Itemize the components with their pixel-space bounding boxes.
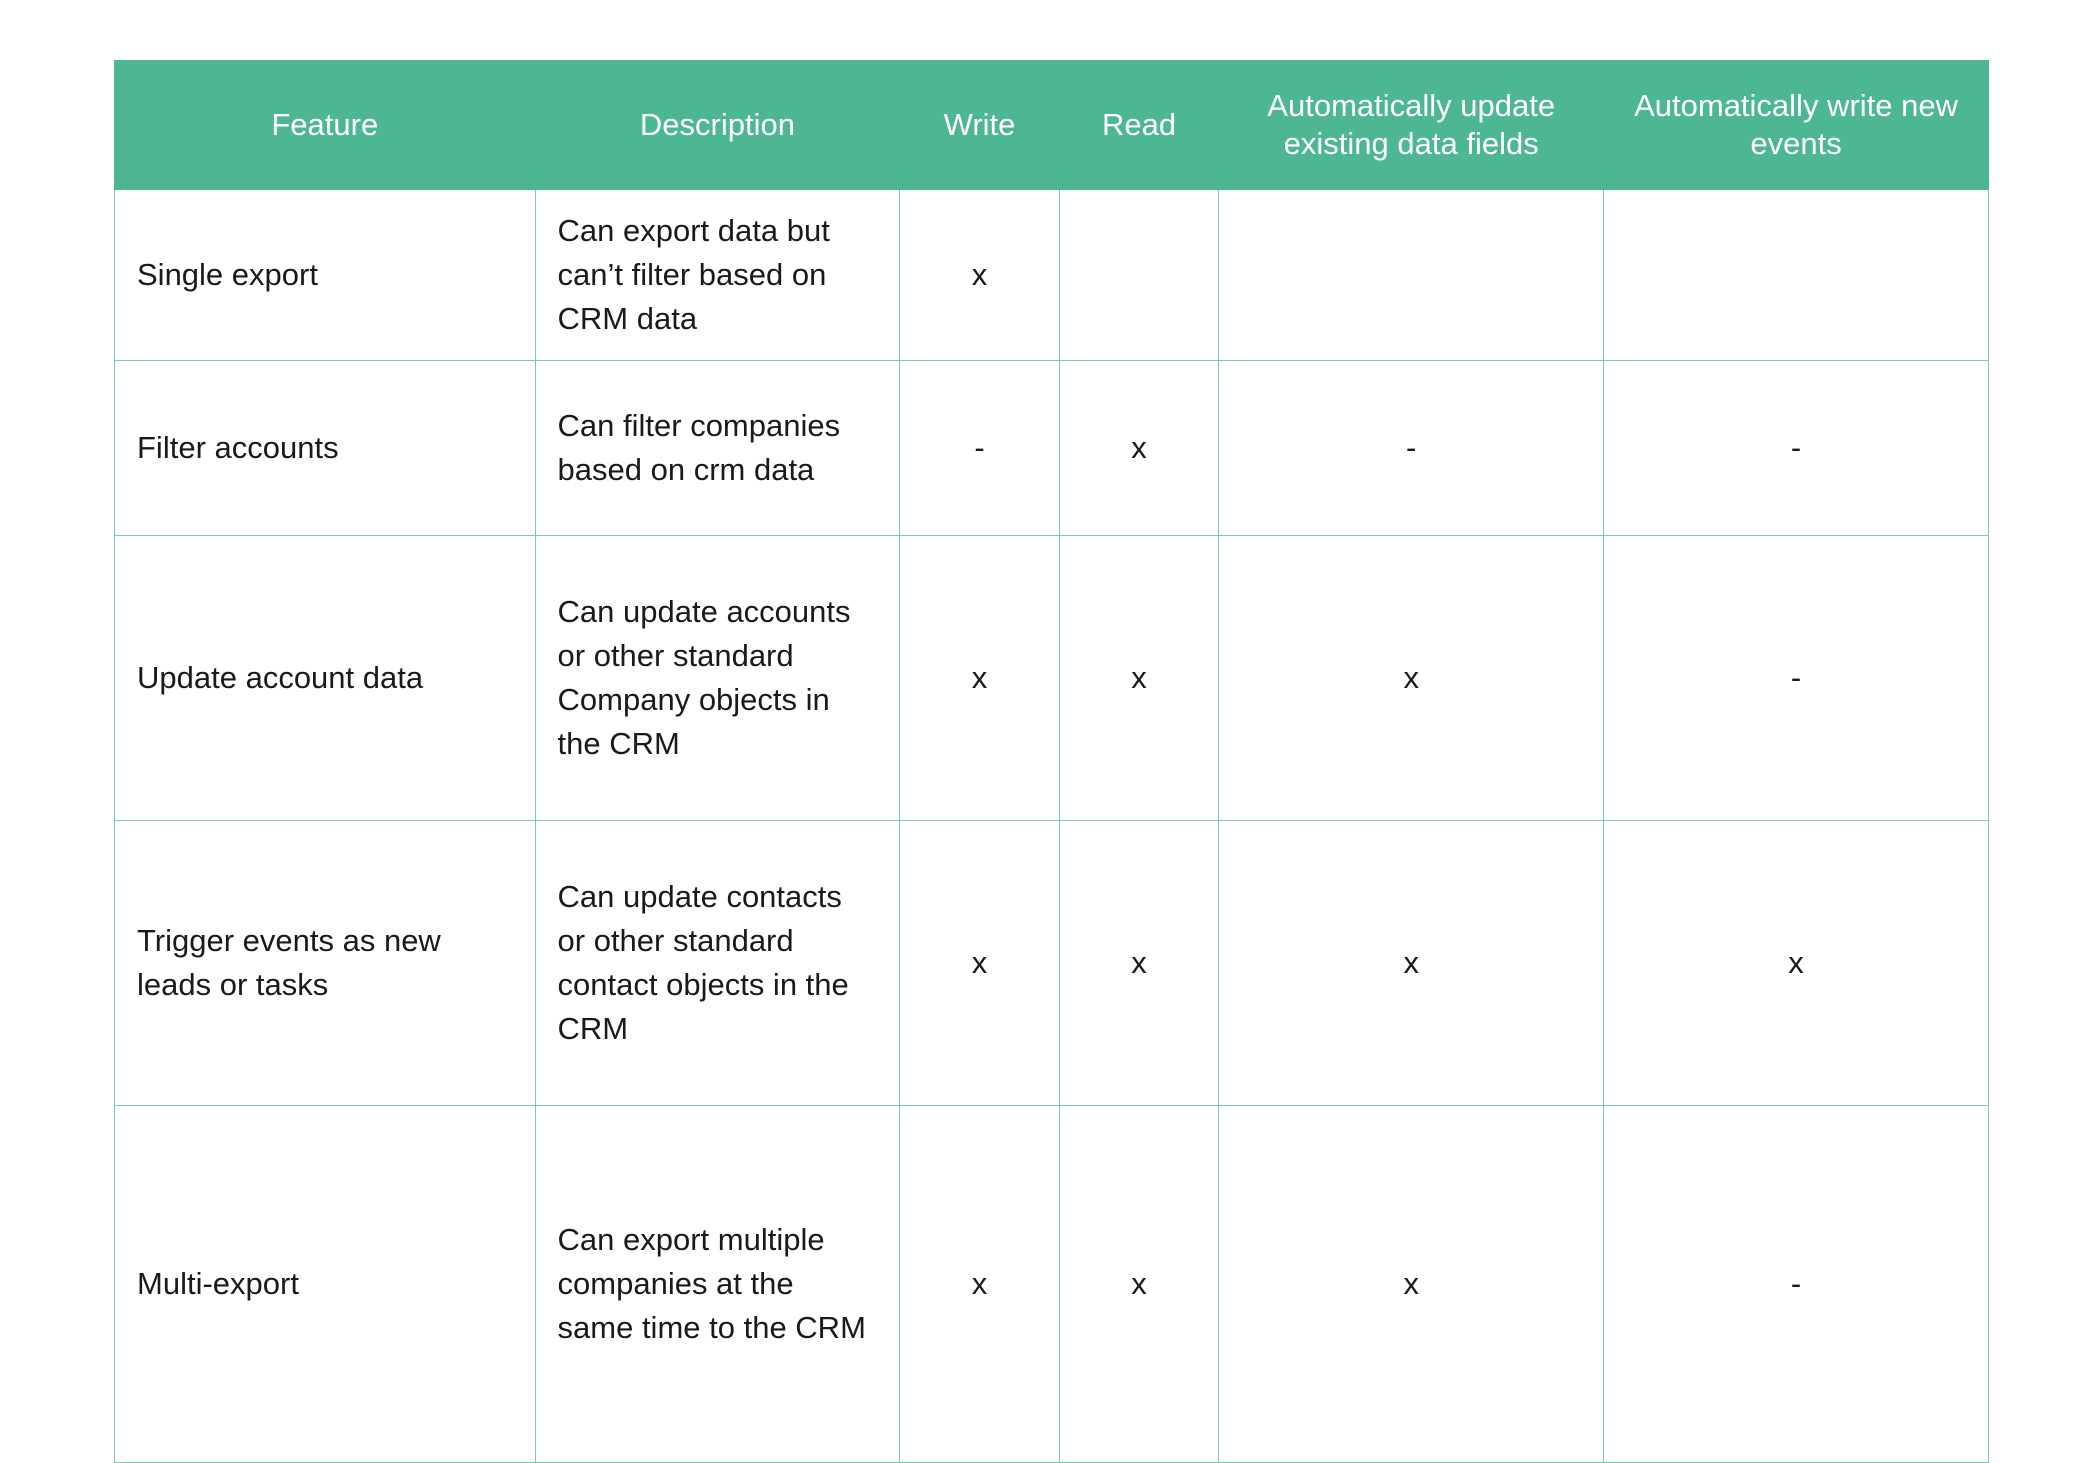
cell-auto-update <box>1219 189 1604 360</box>
column-header-auto-write: Automatically write new events <box>1604 61 1989 190</box>
cell-auto-write: - <box>1604 535 1989 820</box>
feature-comparison-table-container <box>114 60 1989 1463</box>
column-header-auto-update: Automatically update existing data fields <box>1219 61 1604 190</box>
table-header-row <box>115 61 1989 190</box>
cell-feature: Single export <box>115 189 536 360</box>
cell-write: - <box>900 360 1060 535</box>
table-row <box>115 535 1989 820</box>
cell-write: x <box>900 535 1060 820</box>
cell-write: x <box>900 1105 1060 1462</box>
cell-description: Can export multiple companies at the same time to the CRM <box>535 1105 900 1462</box>
cell-feature: Update account data <box>115 535 536 820</box>
cell-feature: Multi-export <box>115 1105 536 1462</box>
cell-auto-write: - <box>1604 360 1989 535</box>
cell-auto-write: - <box>1604 1105 1989 1462</box>
column-header-write: Write <box>900 61 1060 190</box>
table-header <box>115 61 1989 190</box>
feature-comparison-table <box>114 60 1989 1463</box>
cell-description: Can update accounts or other standard Company objects in the CRM <box>535 535 900 820</box>
column-header-feature: Feature <box>115 61 536 190</box>
cell-read: x <box>1059 535 1219 820</box>
cell-read: x <box>1059 820 1219 1105</box>
cell-read <box>1059 189 1219 360</box>
cell-auto-write: x <box>1604 820 1989 1105</box>
column-header-read: Read <box>1059 61 1219 190</box>
cell-auto-update: - <box>1219 360 1604 535</box>
table-row <box>115 360 1989 535</box>
cell-description: Can export data but can’t filter based on CRM data <box>535 189 900 360</box>
column-header-description: Description <box>535 61 900 190</box>
table-body <box>115 189 1989 1462</box>
cell-write: x <box>900 189 1060 360</box>
cell-read: x <box>1059 360 1219 535</box>
table-row <box>115 820 1989 1105</box>
cell-auto-write <box>1604 189 1989 360</box>
table-row <box>115 189 1989 360</box>
cell-read: x <box>1059 1105 1219 1462</box>
table-row <box>115 1105 1989 1462</box>
cell-auto-update: x <box>1219 1105 1604 1462</box>
cell-feature: Trigger events as new leads or tasks <box>115 820 536 1105</box>
cell-description: Can update contacts or other standard contact objects in the CRM <box>535 820 900 1105</box>
cell-auto-update: x <box>1219 820 1604 1105</box>
cell-description: Can filter companies based on crm data <box>535 360 900 535</box>
cell-auto-update: x <box>1219 535 1604 820</box>
cell-feature: Filter accounts <box>115 360 536 535</box>
cell-write: x <box>900 820 1060 1105</box>
